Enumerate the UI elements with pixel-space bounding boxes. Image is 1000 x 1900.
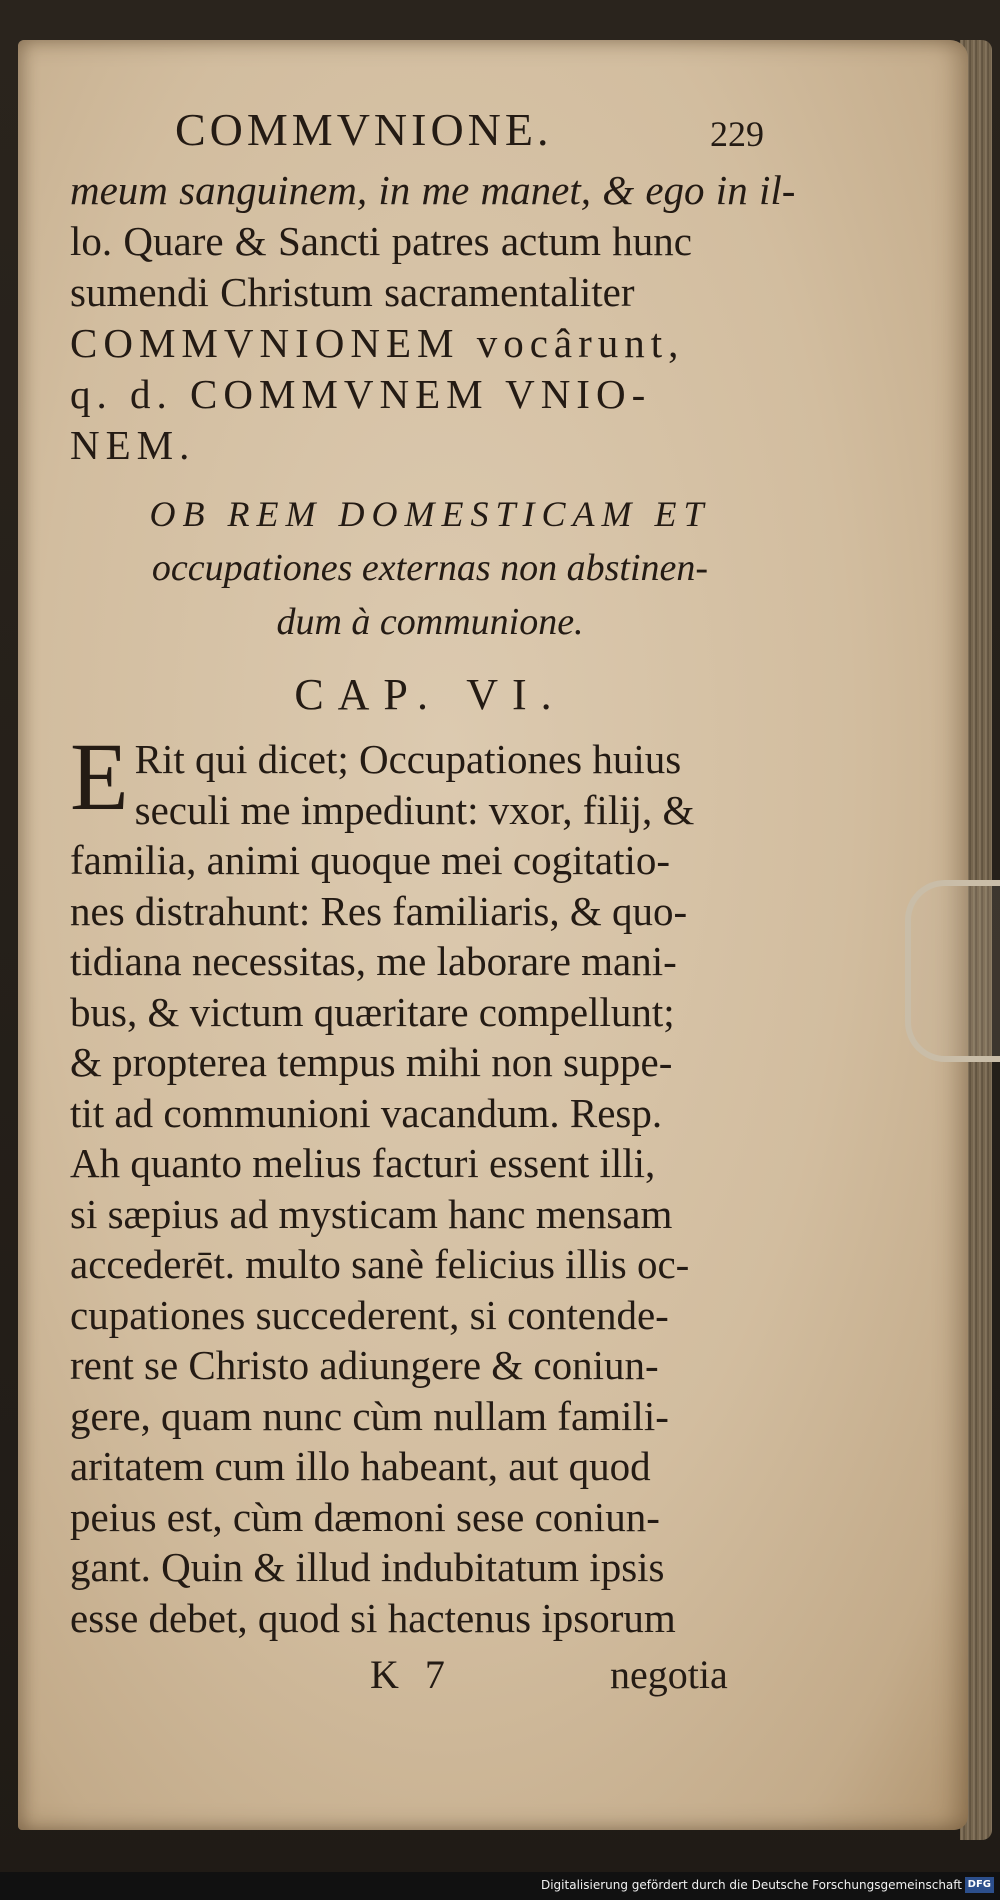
- body-line: rent se Christo adiungere & coniun-: [70, 1342, 659, 1388]
- signature-mark: K 7: [370, 1652, 453, 1697]
- running-head: [70, 95, 790, 165]
- body-line: accederēt. multo sanè felicius illis oc-: [70, 1241, 690, 1287]
- body-line: & propterea tempus mihi non suppe-: [70, 1039, 673, 1085]
- body-line: peius est, cùm dæmoni sese coniun-: [70, 1493, 660, 1540]
- footer-bar: [0, 1872, 1000, 1900]
- page-number: 229: [710, 114, 764, 154]
- footer-credit: Digitalisierung gefördert durch die Deutsche Forschungsgemeinschaft: [540, 1878, 962, 1892]
- heading-line: dum à communione.: [276, 601, 584, 643]
- body-paragraph: [70, 723, 790, 1643]
- intro-line: NEM.: [70, 422, 196, 468]
- body-line: gere, quam nunc cùm nullam famili-: [70, 1392, 669, 1439]
- intro-line: COMMVNIONEM vocârunt,: [70, 320, 685, 366]
- body-line: seculi me impediunt: vxor, filij, &: [134, 786, 695, 833]
- page-text: [70, 95, 796, 1707]
- dfg-logo: DFG: [965, 1877, 994, 1893]
- body-line: tit ad communioni vacandum. Resp.: [70, 1089, 663, 1136]
- body-line: Ah quanto melius facturi essent illi,: [70, 1140, 656, 1186]
- body-line: familia, animi quoque mei cogitatio-: [70, 837, 671, 883]
- body-line: cupationes succederent, si contende-: [70, 1291, 669, 1338]
- drop-cap: E: [70, 723, 129, 830]
- body-line: aritatem cum illo habeant, aut quod: [70, 1443, 651, 1489]
- intro-line: sumendi Christum sacramentaliter: [70, 269, 635, 315]
- intro-line: q. d. COMMVNEM VNIO-: [70, 371, 652, 417]
- body-line: gant. Quin & illud indubitatum ipsis: [70, 1544, 665, 1590]
- body-line: tidiana necessitas, me laborare mani-: [70, 938, 677, 984]
- running-title: COMMVNIONE.: [175, 104, 553, 155]
- chapter-title: CAP. VI.: [294, 670, 566, 719]
- intro-line: lo. Quare & Sancti patres actum hunc: [70, 218, 692, 264]
- body-line: nes distrahunt: Res familiaris, & quo-: [70, 887, 688, 934]
- page-clip: [905, 880, 1000, 1062]
- heading-line: occupationes externas non abstinen-: [151, 547, 709, 589]
- body-line: bus, & victum quæritare compellunt;: [70, 988, 675, 1035]
- catch-line: [70, 1647, 790, 1707]
- body-line: esse debet, quod si hactenus ipsorum: [70, 1594, 676, 1641]
- catchword: negotia: [610, 1652, 728, 1697]
- intro-paragraph: [70, 165, 796, 471]
- intro-line: meum sanguinem, in me manet, & ego in il-: [70, 167, 796, 213]
- body-line: Rit qui dicet; Occupationes huius: [134, 736, 682, 782]
- section-heading: [70, 489, 790, 647]
- body-line: si sæpius ad mysticam hanc mensam: [70, 1190, 673, 1237]
- heading-line: OB REM DOMESTICAM ET: [149, 494, 711, 534]
